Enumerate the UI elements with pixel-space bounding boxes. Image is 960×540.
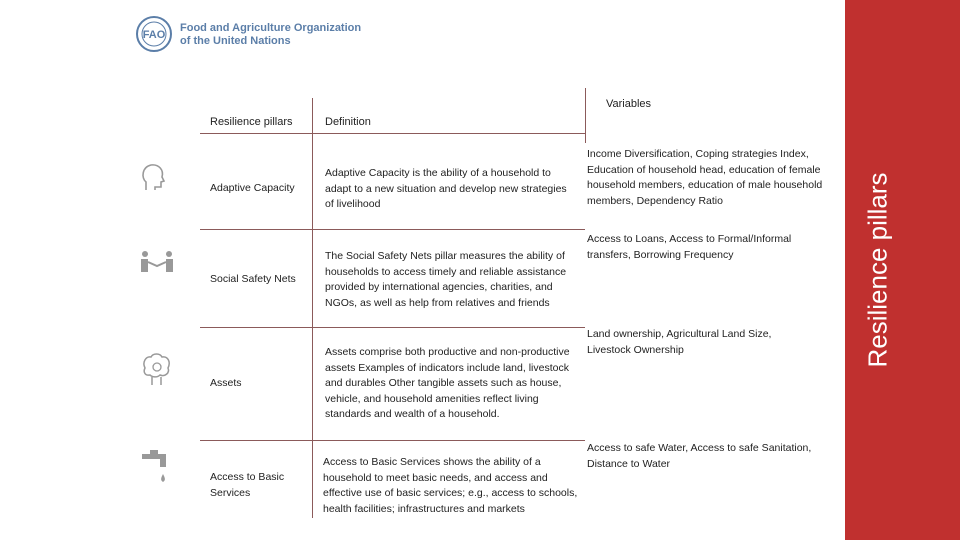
column-divider-2 — [585, 88, 586, 143]
rule-row-3 — [200, 440, 585, 441]
variables-adaptive-capacity: Income Diversification, Coping strategies Index, Education of household head, education of female household members, education of male household members, Dependency Ratio — [587, 148, 823, 207]
header-definition: Definition — [325, 116, 371, 128]
rule-row-2 — [200, 327, 585, 328]
definition-assets: Assets comprise both productive and non-productive assets Examples of indicators include land, livestock and durables Other tangible assets such as house, vehicle, and household amenities reflect living standards and wealth of a household. — [325, 346, 570, 420]
fao-emblem-icon — [135, 14, 179, 54]
sheep-icon — [140, 350, 174, 391]
org-name-line1: Food and Agriculture Organization — [180, 22, 362, 34]
header-variables: Variables — [606, 98, 652, 110]
pillar-social-safety-nets: Social Safety Nets — [210, 273, 296, 285]
variables-social-safety-nets: Access to Loans, Access to Formal/Informal transfers, Borrowing Frequency — [587, 233, 792, 261]
svg-text:FAO: FAO — [142, 29, 166, 41]
definition-social-safety-nets: The Social Safety Nets pillar measures the ability of households to access timely and reliable assistance provided by international agencies, charities, and NGOs, as well as help from relatives and friends — [325, 250, 567, 309]
pillar-access-basic-services: Access to Basic Services — [210, 471, 285, 499]
pillar-adaptive-capacity: Adaptive Capacity — [210, 182, 295, 194]
variables-assets: Land ownership, Agricultural Land Size, Livestock Ownership — [587, 328, 772, 356]
org-name-line2: of the United Nations — [180, 35, 291, 47]
rule-header — [200, 133, 585, 134]
definition-access-basic-services: Access to Basic Services shows the ability of a household to meet basic needs, and access and effective use of basic services; e.g., access to schools, health facilities; infrastructures and markets — [323, 456, 578, 515]
pillar-assets: Assets — [210, 377, 242, 389]
column-divider-1 — [312, 98, 313, 518]
variables-access-basic-services: Access to safe Water, Access to safe Sanitation, Distance to Water — [587, 442, 812, 470]
definition-adaptive-capacity: Adaptive Capacity is the ability of a household to adapt to a new situation and develop new strategies of livelihood — [325, 167, 567, 210]
sidebar-title-text: Resilience pillars — [862, 172, 893, 368]
org-name — [180, 22, 361, 48]
handshake-icon — [138, 250, 176, 279]
head-icon — [140, 162, 166, 197]
rule-row-1 — [200, 229, 585, 230]
water-tap-icon — [140, 450, 172, 491]
header-pillars: Resilience pillars — [210, 116, 293, 128]
